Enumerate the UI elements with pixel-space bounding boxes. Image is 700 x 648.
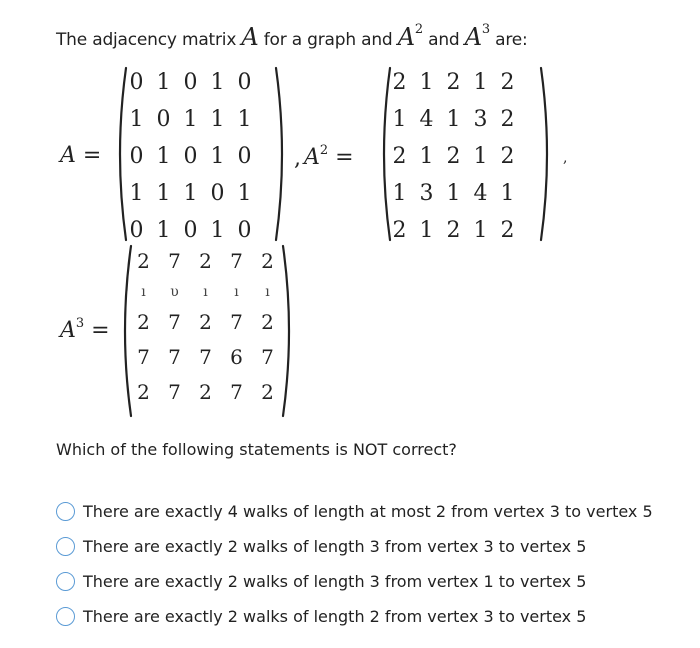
matrix-cell: 2 [500,107,515,132]
matrix-cell: 0 [183,218,198,243]
matrix-cell: 6 [230,345,243,369]
matrix-cell: 1 [183,181,198,206]
matrix-cell: 2 [261,310,274,334]
matrix-cell: 2 [261,249,274,273]
matrix-cell: 2 [446,218,461,243]
matrix-cell: 2 [261,380,274,404]
intro-sup-3: 3 [481,22,490,37]
radio-button-icon[interactable] [56,572,75,591]
matrix-cell: 1 [446,181,461,206]
matrix-row [123,101,258,138]
matrix-cell: 1 [156,181,171,206]
matrix-row [128,340,283,375]
matrix-cell: 1 [473,218,488,243]
matrix-cell: 0 [156,107,171,132]
matrix-cell: 2 [137,380,150,404]
intro-var-a2: A [397,23,415,51]
matrix-cell: 1 [237,107,252,132]
matrix-cell: 1 [392,107,407,132]
matrix-cell: 1 [183,107,198,132]
matrix-cell: 0 [237,70,252,95]
matrix-cell: 1 [129,107,144,132]
matrix-row [128,305,283,340]
matrix-cell: 2 [137,249,150,273]
option-label: There are exactly 2 walks of length 3 from vertex 3 to vertex 5 [83,537,587,556]
trailing-comma: , [563,150,568,166]
matrix-cell: 1 [392,181,407,206]
matrix-cell: 7 [168,345,181,369]
matrix-row [128,244,283,279]
option-2[interactable] [56,529,653,564]
matrix-a2 [386,64,521,249]
matrix-cell: 2 [392,218,407,243]
matrix-cell: 7 [199,345,212,369]
matrix-cell: 1 [419,70,434,95]
matrix-row [386,175,521,212]
matrix-cell: 2 [446,70,461,95]
matrix-cell: ı [141,284,146,300]
option-label: There are exactly 2 walks of length 3 from vertex 1 to vertex 5 [83,572,587,591]
matrix-cell: 2 [500,144,515,169]
matrix-cell: 3 [473,107,488,132]
matrix-cell: 1 [473,70,488,95]
matrix-cell: 7 [137,345,150,369]
matrix-cell: 2 [199,380,212,404]
matrix-cell: 0 [129,70,144,95]
matrix-cell: 1 [156,144,171,169]
intro-part: The adjacency matrix [56,30,242,50]
option-1[interactable] [56,494,653,529]
matrix-cell: 0 [129,144,144,169]
label-a2-sup: 2 [319,143,329,158]
matrix-cell: 2 [392,144,407,169]
intro-part: and [422,30,465,50]
matrix-cell: 1 [473,144,488,169]
intro-sup-2: 2 [414,22,423,37]
matrix-cell: 2 [500,218,515,243]
matrix-a3-right-paren [280,244,298,418]
matrix-cell: 1 [237,181,252,206]
matrix-cell: 2 [446,144,461,169]
matrix-cell: 0 [183,144,198,169]
matrix-row [123,138,258,175]
intro-text [56,22,528,51]
matrix-cell: 1 [210,70,225,95]
matrix-cell: 3 [419,181,434,206]
matrix-cell: 2 [392,70,407,95]
matrix-cell: 1 [446,107,461,132]
matrix-row [128,279,283,305]
matrix-a2-right-paren [538,66,556,242]
matrix-cell: 1 [419,144,434,169]
matrix-cell: 1 [500,181,515,206]
label-a-var: A [60,143,76,168]
matrix-cell: 7 [230,249,243,273]
intro-part: are: [489,30,528,50]
matrix-a3 [128,244,283,410]
intro-var-a3: A [464,23,482,51]
matrix-row [123,64,258,101]
matrix-cell: 7 [261,345,274,369]
matrix-a [123,64,258,249]
label-a3 [60,316,110,343]
option-4[interactable] [56,599,653,634]
label-a3-var: A [60,318,76,343]
intro-var-a: A [241,23,259,51]
matrix-cell: 1 [156,70,171,95]
option-label: There are exactly 4 walks of length at most 2 from vertex 3 to vertex 5 [83,502,653,521]
label-a3-sup: 3 [75,316,85,331]
matrix-row [128,375,283,410]
radio-button-icon[interactable] [56,502,75,521]
matrix-cell: 1 [156,218,171,243]
matrix-cell: 2 [199,249,212,273]
options-list [56,494,653,634]
matrix-cell: 0 [129,218,144,243]
matrix-cell: 0 [237,218,252,243]
label-a2 [304,143,354,170]
matrix-cell: 7 [168,249,181,273]
question-text: Which of the following statements is NOT correct? [56,440,457,459]
matrix-row [386,138,521,175]
option-label: There are exactly 2 walks of length 2 from vertex 3 to vertex 5 [83,607,587,626]
comma: , [294,146,301,171]
equals-sign: = [91,318,110,343]
matrix-cell: ı [203,284,208,300]
matrix-cell: 0 [237,144,252,169]
matrix-cell: 4 [419,107,434,132]
matrix-cell: 0 [210,181,225,206]
matrix-cell: υ [170,284,179,300]
equals-sign: = [335,145,354,170]
radio-button-icon[interactable] [56,607,75,626]
intro-part: for a graph and [258,30,398,50]
equals-sign: = [82,143,102,168]
matrix-cell: 2 [137,310,150,334]
radio-button-icon[interactable] [56,537,75,556]
matrix-row [386,64,521,101]
matrix-cell: 7 [230,310,243,334]
matrix-cell: 1 [210,218,225,243]
matrix-row [386,101,521,138]
matrix-row [386,212,521,249]
matrix-cell: ı [265,284,270,300]
matrix-cell: 1 [419,218,434,243]
matrix-a-right-paren [273,66,291,242]
matrix-cell: 2 [500,70,515,95]
matrix-cell: 1 [129,181,144,206]
matrix-cell: ı [234,284,239,300]
matrix-cell: 7 [168,380,181,404]
option-3[interactable] [56,564,653,599]
label-a [60,143,101,168]
matrix-cell: 4 [473,181,488,206]
matrix-cell: 2 [199,310,212,334]
matrix-cell: 7 [168,310,181,334]
matrix-cell: 7 [230,380,243,404]
matrix-cell: 0 [183,70,198,95]
matrix-row [123,175,258,212]
matrix-cell: 1 [210,144,225,169]
matrix-cell: 1 [210,107,225,132]
label-a2-var: A [304,145,320,170]
